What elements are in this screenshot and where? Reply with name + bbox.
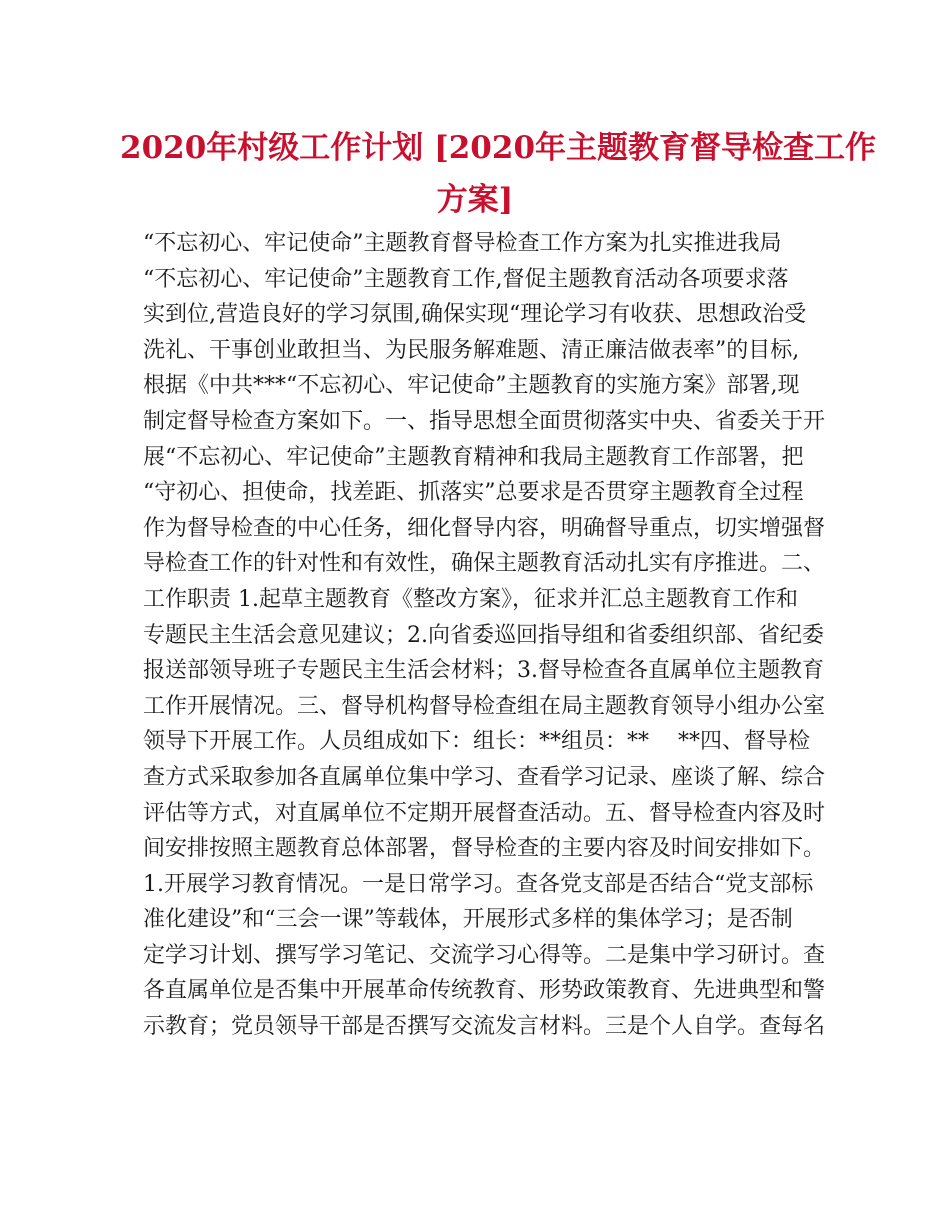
body-line: “不忘初心、牢记使命”主题教育督导检查工作方案为扎实推进我局 (143, 231, 782, 256)
body-line: 洗礼、干事创业敢担当、为民服务解难题、清正廉洁做表率”的目标, (143, 337, 800, 363)
body-line: 工作开展情况。三、督导机构督导检查组在局主题教育领导小组办公室 (143, 693, 826, 719)
body-line: 专题民主生活会意见建议；2.向省委巡回指导组和省委组织部、省纪委 (143, 622, 824, 648)
body-line: 展“不忘初心、牢记使命”主题教育精神和我局主题教育工作部署，把 (143, 444, 804, 470)
body-line: 评估等方式，对直属单位不定期开展督查活动。五、督导检查内容及时 (143, 800, 826, 826)
body-line: 各直属单位是否集中开展革命传统教育、形势政策教育、先进典型和警 (143, 978, 826, 1004)
body-line: 根据《中共***“不忘初心、牢记使命”主题教育的实施方案》部署,现 (143, 373, 800, 399)
body-line: 制定督导检查方案如下。一、指导思想全面贯彻落实中央、省委关于开 (143, 408, 826, 434)
body-line: 查方式采取参加各直属单位集中学习、查看学习记录、座谈了解、综合 (143, 764, 826, 790)
body-line: “不忘初心、牢记使命”主题教育工作,督促主题教育活动各项要求落 (143, 266, 789, 292)
body-line: 1.开展学习教育情况。一是日常学习。查各党支部是否结合“党支部标 (143, 871, 814, 897)
title-line: 方案] (436, 182, 514, 218)
body-line: 准化建设”和“三会一课”等载体，开展形式多样的集体学习；是否制 (143, 907, 793, 933)
body-line: “守初心、担使命，找差距、抓落实”总要求是否贯穿主题教育全过程 (143, 480, 804, 506)
body-line: 领导下开展工作。人员组成如下：组长：**组员：** **四、督导检 (143, 729, 810, 755)
document-title (120, 122, 877, 226)
document-body (143, 226, 833, 1045)
title-line: 2020年村级工作计划 [2020年主题教育督导检查工作 (120, 130, 877, 166)
body-line: 作为督导检查的中心任务，细化督导内容，明确督导重点，切实增强督 (143, 515, 826, 541)
body-line: 定学习计划、撰写学习笔记、交流学习心得等。二是集中学习研讨。查 (143, 942, 826, 968)
body-line: 导检查工作的针对性和有效性，确保主题教育活动扎实有序推进。二、 (143, 551, 826, 577)
body-line: 间安排按照主题教育总体部署，督导检查的主要内容及时间安排如下。 (143, 836, 826, 862)
body-line: 示教育；党员领导干部是否撰写交流发言材料。三是个人自学。查每名 (143, 1014, 826, 1040)
body-line: 报送部领导班子专题民主生活会材料；3.督导检查各直属单位主题教育 (143, 658, 824, 684)
body-line: 实到位,营造良好的学习氛围,确保实现“理论学习有收获、思想政治受 (143, 302, 807, 328)
body-line: 工作职责 1.起草主题教育《整改方案》，征求并汇总主题教育工作和 (143, 586, 798, 612)
